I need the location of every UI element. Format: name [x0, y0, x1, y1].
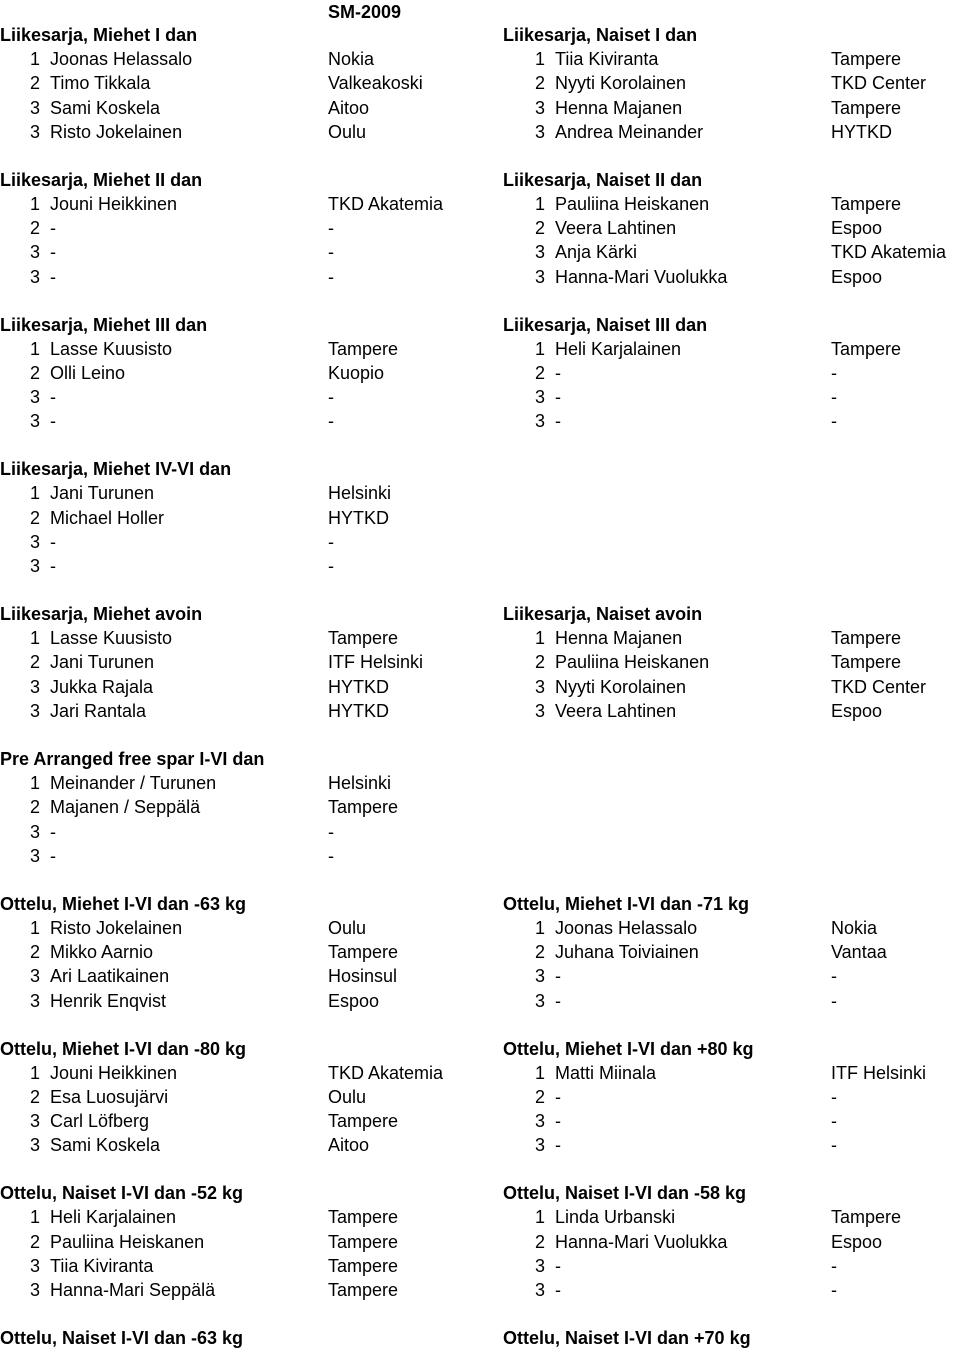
result-row — [0, 216, 334, 240]
club-name: - — [328, 266, 334, 287]
result-row — [503, 675, 927, 699]
result-row — [0, 385, 334, 409]
result-row — [0, 1278, 399, 1302]
club-name: HYTKD — [328, 676, 390, 697]
result-row — [0, 47, 375, 71]
category-header: Liikesarja, Miehet III dan — [0, 314, 208, 335]
competitor-name: - — [555, 1111, 561, 1132]
category-header: Ottelu, Naiset I-VI dan -58 kg — [503, 1183, 747, 1204]
competitor-name: Joonas Helassalo — [555, 917, 698, 938]
club-name: Tampere — [328, 942, 399, 963]
club-name: - — [831, 1280, 837, 1301]
competitor-name: Lasse Kuusisto — [50, 338, 173, 359]
result-row — [0, 989, 380, 1013]
result-row — [0, 626, 399, 650]
club-name: TKD Center — [831, 73, 927, 94]
result-row — [503, 916, 878, 940]
competitor-name: Veera Lahtinen — [555, 218, 677, 239]
club-name: HYTKD — [831, 121, 893, 142]
club-name: Espoo — [831, 266, 883, 287]
placement-rank: 3 — [30, 97, 41, 118]
club-name: - — [831, 990, 837, 1011]
competitor-name: Pauliina Heiskanen — [555, 652, 710, 673]
placement-rank: 2 — [535, 362, 546, 383]
club-name: Oulu — [328, 917, 367, 938]
competitor-name: - — [555, 966, 561, 987]
competitor-name: - — [555, 990, 561, 1011]
club-name: TKD Akatemia — [831, 242, 947, 263]
placement-rank: 3 — [535, 990, 546, 1011]
result-category-left — [0, 23, 423, 144]
placement-rank: 3 — [30, 701, 41, 722]
club-name: HYTKD — [328, 701, 390, 722]
competitor-name: Pauliina Heiskanen — [50, 1231, 205, 1252]
placement-rank: 3 — [535, 966, 546, 987]
result-row — [0, 1061, 444, 1085]
competitor-name: Lasse Kuusisto — [50, 628, 173, 649]
placement-rank: 1 — [535, 338, 546, 359]
placement-rank: 2 — [535, 1086, 546, 1107]
result-category-left — [0, 1037, 444, 1158]
club-name: - — [831, 387, 837, 408]
competitor-name: Jouni Heikkinen — [50, 193, 178, 214]
result-row — [0, 506, 390, 530]
result-row — [0, 699, 390, 723]
result-row — [503, 361, 837, 385]
club-name: Tampere — [328, 1255, 399, 1276]
competitor-name: Carl Löfberg — [50, 1111, 150, 1132]
competitor-name: Juhana Toiviainen — [555, 942, 699, 963]
category-header: Liikesarja, Naiset III dan — [503, 314, 708, 335]
competitor-name: - — [555, 411, 561, 432]
category-header: Ottelu, Miehet I-VI dan -71 kg — [503, 893, 750, 914]
result-row — [0, 409, 334, 433]
result-row — [503, 1205, 902, 1229]
club-name: Tampere — [831, 628, 902, 649]
result-row — [503, 216, 883, 240]
result-category-right — [503, 892, 887, 1013]
result-row — [0, 1254, 399, 1278]
club-name: Tampere — [831, 97, 902, 118]
club-name: ITF Helsinki — [328, 652, 424, 673]
club-name: Nokia — [831, 917, 878, 938]
result-category-left — [0, 168, 444, 289]
result-category-left — [0, 1326, 243, 1350]
placement-rank: 3 — [30, 966, 41, 987]
result-row — [503, 385, 837, 409]
competitor-name: Sami Koskela — [50, 97, 161, 118]
category-header: Ottelu, Miehet I-VI dan -80 kg — [0, 1038, 247, 1059]
result-row — [503, 1254, 837, 1278]
result-row — [503, 1133, 837, 1157]
placement-rank: 2 — [30, 73, 41, 94]
club-name: - — [328, 531, 334, 552]
competitor-name: Majanen / Seppälä — [50, 797, 201, 818]
club-name: Kuopio — [328, 362, 385, 383]
placement-rank: 1 — [535, 628, 546, 649]
result-row — [0, 265, 334, 289]
result-category-left — [0, 747, 399, 868]
document-title: SM-2009 — [328, 2, 402, 22]
competitor-name: - — [50, 556, 56, 577]
competitor-name: Heli Karjalainen — [555, 338, 682, 359]
result-category-left — [0, 457, 392, 578]
result-row — [0, 71, 423, 95]
result-row — [0, 554, 334, 578]
placement-rank: 2 — [30, 1231, 41, 1252]
club-name: - — [328, 845, 334, 866]
competitor-name: Hanna-Mari Seppälä — [50, 1280, 216, 1301]
placement-rank: 2 — [30, 942, 41, 963]
result-category-right — [503, 313, 902, 434]
club-name: Helsinki — [328, 773, 392, 793]
placement-rank: 1 — [30, 917, 41, 938]
club-name: Tampere — [328, 1111, 399, 1132]
club-name: Espoo — [328, 990, 380, 1011]
placement-rank: 1 — [535, 917, 546, 938]
result-category-left — [0, 602, 424, 723]
club-name: Tampere — [328, 1280, 399, 1301]
club-name: Tampere — [831, 652, 902, 673]
competitor-name: Mikko Aarnio — [50, 942, 154, 963]
placement-rank: 2 — [535, 942, 546, 963]
club-name: Tampere — [328, 1207, 399, 1228]
club-name: - — [831, 1086, 837, 1107]
result-row — [0, 940, 399, 964]
result-row — [503, 337, 902, 361]
placement-rank: 3 — [30, 1255, 41, 1276]
club-name: TKD Akatemia — [328, 193, 444, 214]
result-row — [503, 192, 902, 216]
competitor-name: Jari Rantala — [50, 701, 147, 722]
category-header: Liikesarja, Naiset I dan — [503, 25, 698, 45]
placement-rank: 3 — [30, 556, 41, 577]
placement-rank: 1 — [30, 193, 41, 214]
competitor-name: Jani Turunen — [50, 483, 155, 504]
result-row — [0, 1109, 399, 1133]
placement-rank: 3 — [30, 1111, 41, 1132]
club-name: TKD Center — [831, 676, 927, 697]
club-name: HYTKD — [328, 507, 390, 528]
result-row — [503, 1061, 927, 1085]
placement-rank: 1 — [535, 193, 546, 214]
club-name: Tampere — [328, 1231, 399, 1252]
result-category-right — [503, 168, 947, 289]
competitor-name: Jani Turunen — [50, 652, 155, 673]
result-category-left — [0, 1181, 399, 1302]
result-row — [0, 530, 334, 554]
club-name: Tampere — [328, 338, 399, 359]
category-header: Liikesarja, Miehet avoin — [0, 604, 203, 625]
competitor-name: Henrik Enqvist — [50, 990, 167, 1011]
competitor-name: - — [555, 1135, 561, 1156]
category-header: Ottelu, Miehet I-VI dan +80 kg — [503, 1038, 754, 1059]
competitor-name: Heli Karjalainen — [50, 1207, 177, 1228]
club-name: - — [831, 362, 837, 383]
placement-rank: 3 — [535, 387, 546, 408]
result-row — [503, 265, 883, 289]
result-row — [0, 192, 444, 216]
result-row — [0, 361, 385, 385]
competitor-name: Ari Laatikainen — [50, 966, 170, 987]
result-row — [0, 964, 398, 988]
result-row — [0, 675, 390, 699]
competitor-name: Nyyti Korolainen — [555, 676, 687, 697]
competitor-name: - — [50, 242, 56, 263]
club-name: Oulu — [328, 1086, 367, 1107]
result-row — [0, 1230, 399, 1254]
club-name: TKD Akatemia — [328, 1062, 444, 1083]
placement-rank: 3 — [535, 97, 546, 118]
placement-rank: 3 — [535, 1111, 546, 1132]
result-row — [503, 989, 837, 1013]
placement-rank: 3 — [30, 121, 41, 142]
placement-rank: 3 — [30, 266, 41, 287]
competitor-name: - — [555, 1255, 561, 1276]
placement-rank: 2 — [30, 652, 41, 673]
result-row — [0, 337, 399, 361]
placement-rank: 1 — [30, 1062, 41, 1083]
club-name: Hosinsul — [328, 966, 398, 987]
category-header: Ottelu, Naiset I-VI dan +70 kg — [503, 1328, 751, 1349]
club-name: Aitoo — [328, 1135, 370, 1156]
result-category-right — [503, 602, 927, 723]
placement-rank: 3 — [30, 1280, 41, 1301]
result-category-left — [0, 892, 399, 1013]
placement-rank: 1 — [535, 1207, 546, 1228]
placement-rank: 3 — [30, 411, 41, 432]
competitor-name: - — [555, 387, 561, 408]
placement-rank: 3 — [30, 387, 41, 408]
placement-rank: 1 — [30, 1207, 41, 1228]
competitor-name: Olli Leino — [50, 362, 126, 383]
club-name: - — [831, 1135, 837, 1156]
placement-rank: 3 — [535, 411, 546, 432]
category-header: Liikesarja, Miehet II dan — [0, 169, 203, 190]
placement-rank: 3 — [535, 1280, 546, 1301]
placement-rank: 1 — [30, 338, 41, 359]
result-category-right — [503, 1181, 902, 1302]
result-category-right — [503, 1037, 927, 1158]
club-name: - — [328, 411, 334, 432]
placement-rank: 3 — [30, 1135, 41, 1156]
competitor-name: Jouni Heikkinen — [50, 1062, 178, 1083]
result-category-left — [0, 313, 399, 434]
result-row — [503, 120, 893, 144]
competitor-name: Matti Miinala — [555, 1062, 657, 1083]
competitor-name: Tiia Kiviranta — [555, 49, 659, 69]
competitor-name: Veera Lahtinen — [555, 701, 677, 722]
placement-rank: 3 — [535, 121, 546, 142]
result-row — [503, 96, 902, 120]
club-name: - — [831, 966, 837, 987]
placement-rank: 2 — [535, 73, 546, 94]
club-name: Tampere — [831, 193, 902, 214]
competitor-name: Pauliina Heiskanen — [555, 193, 710, 214]
competitor-name: Linda Urbanski — [555, 1207, 676, 1228]
placement-rank: 3 — [30, 531, 41, 552]
result-row — [503, 699, 883, 723]
club-name: Vantaa — [831, 942, 887, 963]
competitor-name: Sami Koskela — [50, 1135, 161, 1156]
competitor-name: Risto Jokelainen — [50, 121, 183, 142]
competitor-name: - — [50, 218, 56, 239]
competitor-name: Risto Jokelainen — [50, 917, 183, 938]
club-name: Tampere — [831, 1207, 902, 1228]
result-row — [503, 71, 927, 95]
competitor-name: - — [555, 1280, 561, 1301]
club-name: Nokia — [328, 49, 375, 69]
placement-rank: 2 — [30, 797, 41, 818]
result-row — [503, 409, 837, 433]
result-row — [0, 1085, 367, 1109]
placement-rank: 3 — [535, 676, 546, 697]
club-name: Espoo — [831, 701, 883, 722]
placement-rank: 2 — [535, 1231, 546, 1252]
result-row — [503, 240, 947, 264]
competitor-name: Meinander / Turunen — [50, 773, 217, 793]
competitor-name: Timo Tikkala — [50, 73, 151, 94]
placement-rank: 3 — [30, 990, 41, 1011]
placement-rank: 3 — [535, 1255, 546, 1276]
competitor-name: Jukka Rajala — [50, 676, 154, 697]
placement-rank: 2 — [30, 507, 41, 528]
placement-rank: 1 — [535, 1062, 546, 1083]
competitor-name: Tiia Kiviranta — [50, 1255, 154, 1276]
competitor-name: - — [50, 845, 56, 866]
placement-rank: 2 — [30, 362, 41, 383]
result-row — [0, 120, 367, 144]
result-row — [0, 1205, 399, 1229]
category-header: Ottelu, Naiset I-VI dan -63 kg — [0, 1328, 244, 1349]
club-name: - — [831, 1111, 837, 1132]
placement-rank: 3 — [535, 701, 546, 722]
competitor-name: Michael Holler — [50, 507, 165, 528]
club-name: Aitoo — [328, 97, 370, 118]
competitor-name: Henna Majanen — [555, 628, 683, 649]
category-header: Liikesarja, Miehet I dan — [0, 25, 198, 45]
result-row — [0, 1133, 370, 1157]
placement-rank: 3 — [30, 821, 41, 842]
competitor-name: - — [50, 821, 56, 842]
result-row — [0, 844, 334, 868]
result-row — [503, 1230, 883, 1254]
result-row — [503, 47, 902, 71]
result-category-right — [503, 1326, 751, 1350]
club-name: - — [831, 1255, 837, 1276]
placement-rank: 3 — [30, 676, 41, 697]
result-row — [503, 1109, 837, 1133]
category-header: Liikesarja, Naiset avoin — [503, 604, 703, 625]
result-row — [0, 795, 399, 819]
club-name: Tampere — [831, 338, 902, 359]
club-name: - — [328, 242, 334, 263]
placement-rank: 1 — [535, 49, 546, 69]
result-row — [503, 1278, 837, 1302]
competitor-name: Anja Kärki — [555, 242, 638, 263]
result-row — [0, 650, 424, 674]
club-name: Helsinki — [328, 483, 392, 504]
competitor-name: Henna Majanen — [555, 97, 683, 118]
club-name: Valkeakoski — [328, 73, 423, 94]
result-row — [0, 820, 334, 844]
result-row — [0, 771, 392, 795]
club-name: Tampere — [328, 797, 399, 818]
competitor-name: - — [50, 387, 56, 408]
competitor-name: Hanna-Mari Vuolukka — [555, 266, 728, 287]
competitor-name: - — [50, 266, 56, 287]
competitor-name: Nyyti Korolainen — [555, 73, 687, 94]
placement-rank: 3 — [30, 242, 41, 263]
category-header: Liikesarja, Miehet IV-VI dan — [0, 459, 232, 480]
result-row — [503, 1085, 837, 1109]
competitor-name: - — [50, 531, 56, 552]
placement-rank: 3 — [30, 845, 41, 866]
club-name: - — [328, 556, 334, 577]
placement-rank: 3 — [535, 242, 546, 263]
result-row — [0, 96, 370, 120]
result-row — [503, 626, 902, 650]
club-name: Tampere — [328, 628, 399, 649]
competitor-name: Esa Luosujärvi — [50, 1086, 169, 1107]
result-row — [0, 481, 392, 505]
category-header: Ottelu, Miehet I-VI dan -63 kg — [0, 893, 247, 914]
competitor-name: Hanna-Mari Vuolukka — [555, 1231, 728, 1252]
placement-rank: 3 — [535, 266, 546, 287]
placement-rank: 3 — [535, 1135, 546, 1156]
result-category-right — [503, 23, 927, 144]
club-name: - — [831, 411, 837, 432]
club-name: Tampere — [831, 49, 902, 69]
placement-rank: 1 — [30, 49, 41, 69]
competitor-name: - — [555, 362, 561, 383]
competitor-name: - — [555, 1086, 561, 1107]
placement-rank: 2 — [30, 218, 41, 239]
result-row — [0, 240, 334, 264]
result-row — [0, 916, 367, 940]
club-name: ITF Helsinki — [831, 1062, 927, 1083]
placement-rank: 2 — [535, 218, 546, 239]
placement-rank: 2 — [30, 1086, 41, 1107]
club-name: Espoo — [831, 1231, 883, 1252]
result-row — [503, 964, 837, 988]
club-name: Oulu — [328, 121, 367, 142]
club-name: - — [328, 218, 334, 239]
result-row — [503, 940, 887, 964]
result-row — [503, 650, 902, 674]
club-name: - — [328, 387, 334, 408]
placement-rank: 1 — [30, 628, 41, 649]
club-name: Espoo — [831, 218, 883, 239]
placement-rank: 2 — [535, 652, 546, 673]
category-header: Liikesarja, Naiset II dan — [503, 169, 703, 190]
category-header: Pre Arranged free spar I-VI dan — [0, 749, 265, 769]
competitor-name: Joonas Helassalo — [50, 49, 193, 69]
category-header: Ottelu, Naiset I-VI dan -52 kg — [0, 1183, 244, 1204]
placement-rank: 1 — [30, 483, 41, 504]
club-name: - — [328, 821, 334, 842]
placement-rank: 1 — [30, 773, 41, 793]
competitor-name: Andrea Meinander — [555, 121, 704, 142]
competitor-name: - — [50, 411, 56, 432]
